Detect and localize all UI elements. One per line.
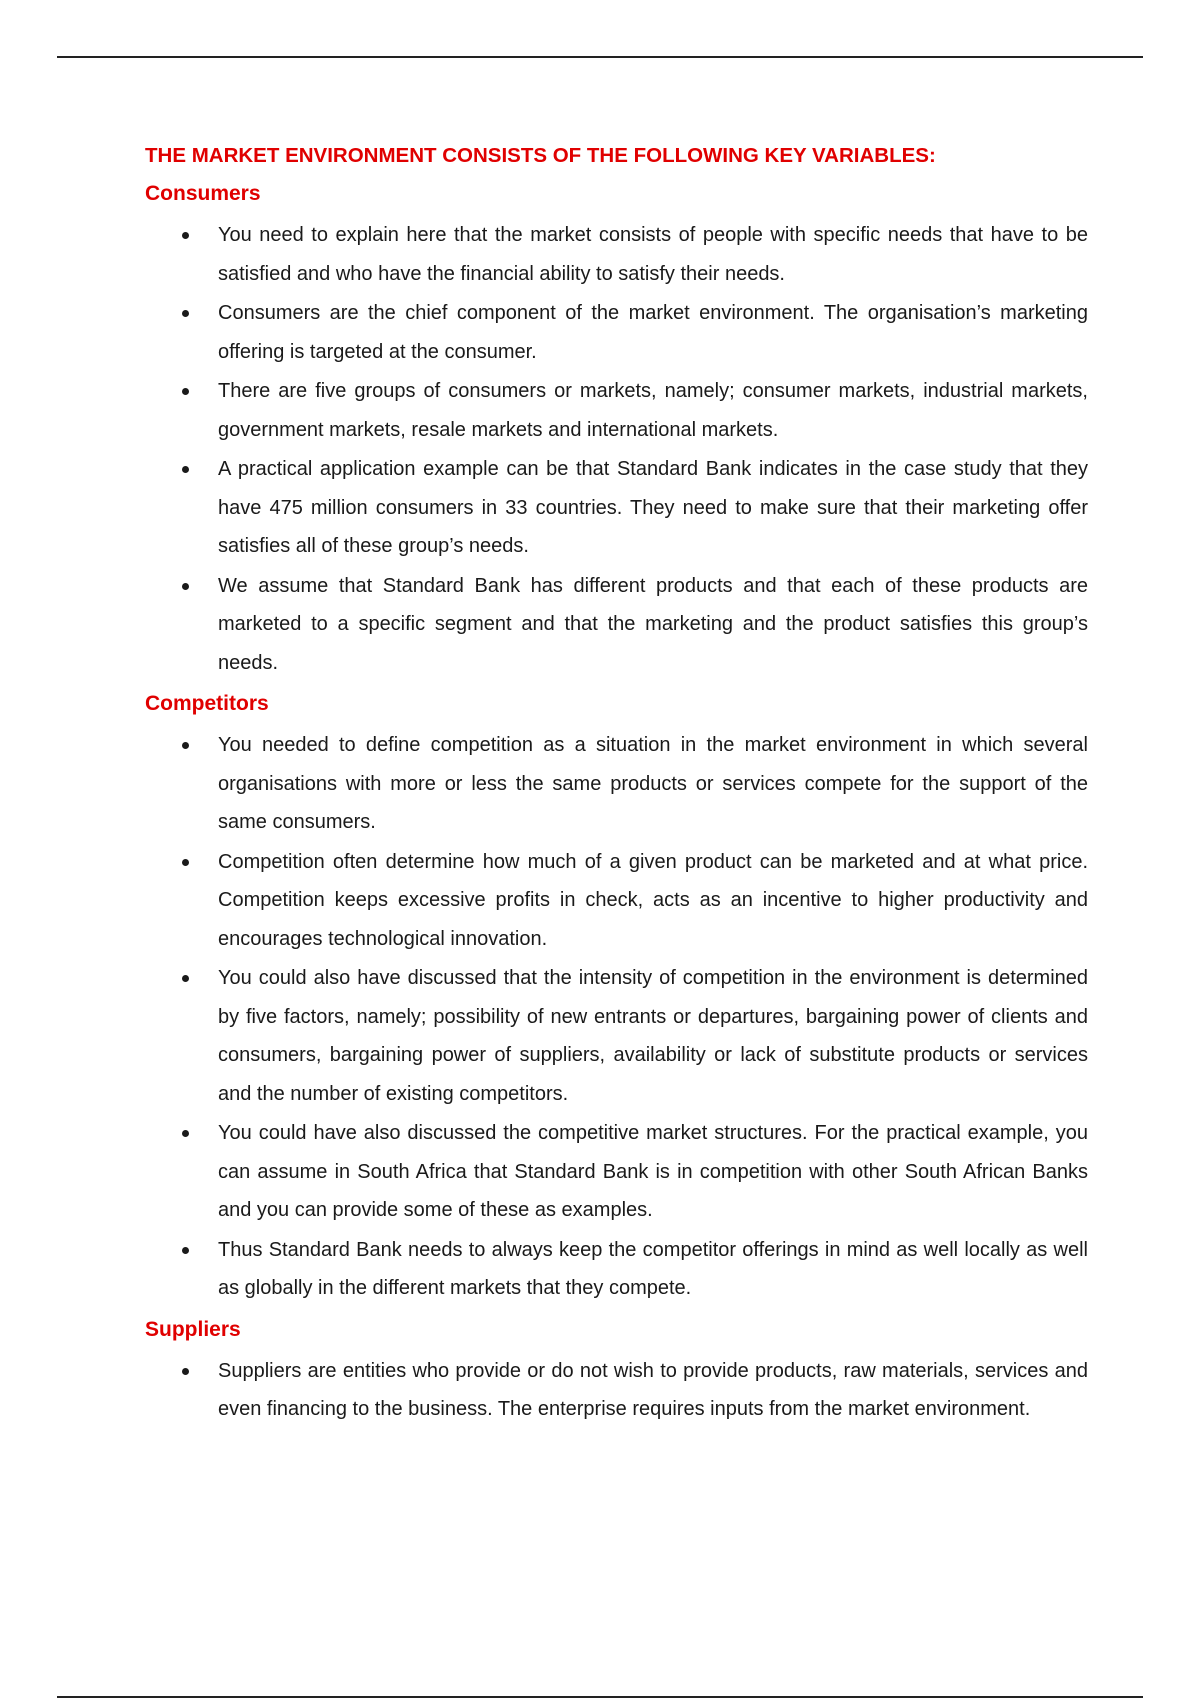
bullet-icon xyxy=(182,742,189,749)
bullet-text: Competition often determine how much of a given product can be marketed and at what price. Competition keeps excessive profits in check, acts as an incentive to higher productivity and encourages technological innovation. xyxy=(218,850,1088,950)
bullet-icon xyxy=(182,859,189,866)
bullet-text: You could also have discussed that the intensity of competition in the environment is determined by five factors, namely; possibility of new entrants or departures, bargaining power of clients and consumers, bargaining power of suppliers, availability or lack of substitute products or services and the number of existing competitors. xyxy=(218,967,1088,1105)
bullet-item xyxy=(145,294,1088,371)
bullet-icon xyxy=(182,310,189,317)
bullet-icon xyxy=(182,1368,189,1375)
section-heading: Suppliers xyxy=(145,1317,241,1341)
bullet-icon xyxy=(182,388,189,395)
main-heading: THE MARKET ENVIRONMENT CONSISTS OF THE FOLLOWING KEY VARIABLES: xyxy=(145,144,936,167)
bullet-item xyxy=(145,959,1088,1113)
bullet-icon xyxy=(182,583,189,590)
bullet-text: There are five groups of consumers or markets, namely; consumer markets, industrial markets, government markets, resale markets and international markets. xyxy=(218,380,1088,441)
bullet-list xyxy=(145,216,1088,682)
bullet-text: Thus Standard Bank needs to always keep the competitor offerings in mind as well locally as well as globally in the different markets that they compete. xyxy=(218,1238,1088,1299)
bullet-item xyxy=(145,843,1088,959)
bullet-item xyxy=(145,1114,1088,1230)
section-suppliers xyxy=(145,1316,1088,1429)
bullet-text: A practical application example can be that Standard Bank indicates in the case study that they have 475 million consumers in 33 countries. They need to make sure that their marketing offer satisfies all of these group’s needs. xyxy=(218,458,1088,557)
bullet-item xyxy=(145,1352,1088,1429)
bullet-text: We assume that Standard Bank has different products and that each of these products are marketed to a specific segment and that the marketing and the product satisfies this group’s needs. xyxy=(218,574,1088,674)
bullet-text: You need to explain here that the market consists of people with specific needs that have to be satisfied and who have the financial ability to satisfy their needs. xyxy=(218,224,1088,285)
bullet-text: You needed to define competition as a situation in the market environment in which several organisations with more or less the same products or services compete for the support of the same consumers. xyxy=(218,734,1088,833)
bullet-text: Suppliers are entities who provide or do not wish to provide products, raw materials, services and even financing to the business. The enterprise requires inputs from the market environment. xyxy=(218,1359,1088,1420)
header-rule xyxy=(57,56,1143,58)
bullet-list xyxy=(145,726,1088,1308)
document-body xyxy=(145,142,1088,1437)
bullet-icon xyxy=(182,466,189,473)
bullet-text: You could have also discussed the competitive market structures. For the practical example, you can assume in South Africa that Standard Bank is in competition with other South African Banks and you can provide some of these as examples. xyxy=(218,1122,1088,1221)
section-consumers xyxy=(145,180,1088,682)
section-competitors xyxy=(145,690,1088,1308)
bullet-item xyxy=(145,450,1088,566)
bullet-icon xyxy=(182,1130,189,1137)
section-heading: Consumers xyxy=(145,182,261,205)
bullet-item xyxy=(145,1231,1088,1308)
section-heading: Competitors xyxy=(145,692,269,715)
bullet-list xyxy=(145,1352,1088,1429)
bullet-item xyxy=(145,372,1088,449)
bullet-text: Consumers are the chief component of the market environment. The organisation’s marketing offering is targeted at the consumer. xyxy=(218,302,1088,363)
bullet-item xyxy=(145,567,1088,683)
bullet-item xyxy=(145,216,1088,293)
bullet-icon xyxy=(182,1247,189,1254)
bullet-item xyxy=(145,726,1088,842)
bullet-icon xyxy=(182,232,189,239)
bullet-icon xyxy=(182,975,189,982)
footer-rule xyxy=(57,1696,1143,1698)
